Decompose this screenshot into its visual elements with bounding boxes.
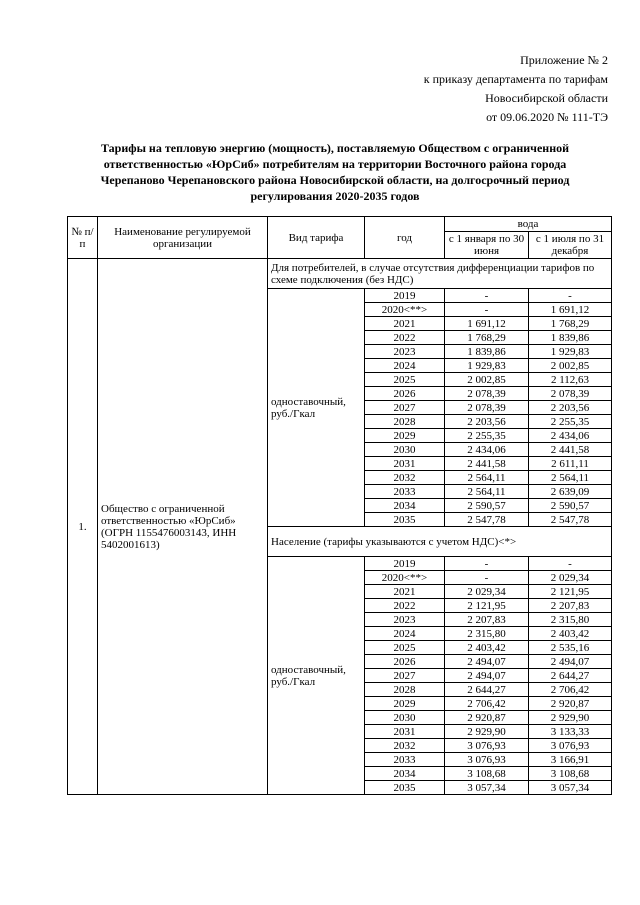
- header-row: [68, 217, 612, 232]
- year-cell: 2022: [365, 331, 445, 345]
- value-first-half: 2 029,34: [445, 585, 529, 599]
- value-second-half: 1 929,83: [529, 345, 612, 359]
- value-second-half: 2 441,58: [529, 443, 612, 457]
- value-first-half: 2 078,39: [445, 387, 529, 401]
- year-cell: 2031: [365, 457, 445, 471]
- year-cell: 2029: [365, 697, 445, 711]
- value-first-half: -: [445, 289, 529, 303]
- year-cell: 2021: [365, 585, 445, 599]
- title-line: Тарифы на тепловую энергию (мощность), поставляемую Обществом с ограниченной: [100, 141, 570, 155]
- value-first-half: 1 839,86: [445, 345, 529, 359]
- value-second-half: 2 112,63: [529, 373, 612, 387]
- appendix-line: Приложение № 2: [520, 53, 608, 67]
- year-cell: 2021: [365, 317, 445, 331]
- header-year: год: [365, 217, 445, 259]
- value-first-half: 2 207,83: [445, 613, 529, 627]
- organization-name: Общество с ограниченной ответственностью «ЮрСиб» (ОГРН 1155476003143, ИНН 5402001613): [98, 259, 268, 795]
- value-first-half: 2 706,42: [445, 697, 529, 711]
- value-first-half: 2 434,06: [445, 443, 529, 457]
- value-second-half: 2 029,34: [529, 571, 612, 585]
- year-cell: 2035: [365, 781, 445, 795]
- value-second-half: 1 768,29: [529, 317, 612, 331]
- value-first-half: 2 403,42: [445, 641, 529, 655]
- value-first-half: 2 441,58: [445, 457, 529, 471]
- year-cell: 2028: [365, 415, 445, 429]
- year-cell: 2032: [365, 471, 445, 485]
- value-second-half: 2 434,06: [529, 429, 612, 443]
- value-second-half: 2 644,27: [529, 669, 612, 683]
- year-cell: 2033: [365, 753, 445, 767]
- value-second-half: 3 108,68: [529, 767, 612, 781]
- value-second-half: 2 207,83: [529, 599, 612, 613]
- appendix-line: от 09.06.2020 № 111-ТЭ: [486, 110, 608, 124]
- year-cell: 2026: [365, 655, 445, 669]
- value-first-half: 2 494,07: [445, 655, 529, 669]
- value-second-half: 3 057,34: [529, 781, 612, 795]
- year-cell: 2031: [365, 725, 445, 739]
- value-first-half: 2 315,80: [445, 627, 529, 641]
- year-cell: 2034: [365, 767, 445, 781]
- value-second-half: 2 564,11: [529, 471, 612, 485]
- tariff-type: одноставочный, руб./Гкал: [268, 557, 365, 795]
- value-first-half: 2 494,07: [445, 669, 529, 683]
- value-first-half: 2 547,78: [445, 513, 529, 527]
- appendix-line: к приказу департамента по тарифам: [423, 72, 608, 86]
- value-second-half: 2 255,35: [529, 415, 612, 429]
- value-first-half: 2 203,56: [445, 415, 529, 429]
- year-cell: 2030: [365, 711, 445, 725]
- value-second-half: 2 078,39: [529, 387, 612, 401]
- value-second-half: 2 315,80: [529, 613, 612, 627]
- header-water: вода: [445, 217, 612, 232]
- year-cell: 2027: [365, 669, 445, 683]
- tariff-type: одноставочный, руб./Гкал: [268, 289, 365, 527]
- year-cell: 2034: [365, 499, 445, 513]
- title-line: ответственностью «ЮрСиб» потребителям на территории Восточного района города: [103, 157, 567, 171]
- value-second-half: 2 920,87: [529, 697, 612, 711]
- value-second-half: 2 535,16: [529, 641, 612, 655]
- value-first-half: 3 108,68: [445, 767, 529, 781]
- value-second-half: 2 403,42: [529, 627, 612, 641]
- header-period-2: с 1 июля по 31 декабря: [529, 232, 612, 259]
- year-cell: 2028: [365, 683, 445, 697]
- year-cell: 2020<**>: [365, 571, 445, 585]
- header-organization: Наименование регулируемой организации: [98, 217, 268, 259]
- value-first-half: -: [445, 571, 529, 585]
- year-cell: 2035: [365, 513, 445, 527]
- value-first-half: 2 002,85: [445, 373, 529, 387]
- year-cell: 2025: [365, 641, 445, 655]
- section-title: Население (тарифы указываются с учетом НДС)<*>: [268, 527, 612, 557]
- year-cell: 2023: [365, 613, 445, 627]
- year-cell: 2019: [365, 289, 445, 303]
- value-first-half: 2 929,90: [445, 725, 529, 739]
- value-second-half: 2 547,78: [529, 513, 612, 527]
- value-first-half: -: [445, 303, 529, 317]
- year-cell: 2025: [365, 373, 445, 387]
- value-first-half: -: [445, 557, 529, 571]
- year-cell: 2022: [365, 599, 445, 613]
- tariff-table: [67, 216, 612, 795]
- value-second-half: 2 706,42: [529, 683, 612, 697]
- value-first-half: 2 078,39: [445, 401, 529, 415]
- value-first-half: 2 255,35: [445, 429, 529, 443]
- header-period-1: с 1 января по 30 июня: [445, 232, 529, 259]
- value-second-half: 2 929,90: [529, 711, 612, 725]
- header-num: № п/п: [68, 217, 98, 259]
- year-cell: 2033: [365, 485, 445, 499]
- appendix-note: [424, 51, 608, 127]
- value-second-half: 3 133,33: [529, 725, 612, 739]
- value-second-half: 3 076,93: [529, 739, 612, 753]
- year-cell: 2026: [365, 387, 445, 401]
- value-first-half: 2 920,87: [445, 711, 529, 725]
- value-second-half: 2 121,95: [529, 585, 612, 599]
- value-second-half: 2 002,85: [529, 359, 612, 373]
- value-second-half: -: [529, 557, 612, 571]
- value-first-half: 1 768,29: [445, 331, 529, 345]
- year-cell: 2030: [365, 443, 445, 457]
- value-first-half: 3 057,34: [445, 781, 529, 795]
- year-cell: 2020<**>: [365, 303, 445, 317]
- value-second-half: 2 611,11: [529, 457, 612, 471]
- appendix-line: Новосибирской области: [485, 91, 608, 105]
- title-line: регулирования 2020-2035 годов: [250, 189, 420, 203]
- value-second-half: 2 639,09: [529, 485, 612, 499]
- value-first-half: 2 644,27: [445, 683, 529, 697]
- row-number: 1.: [68, 259, 98, 795]
- header-tariff-type: Вид тарифа: [268, 217, 365, 259]
- value-first-half: 3 076,93: [445, 739, 529, 753]
- year-cell: 2032: [365, 739, 445, 753]
- value-second-half: 3 166,91: [529, 753, 612, 767]
- year-cell: 2027: [365, 401, 445, 415]
- value-first-half: 2 121,95: [445, 599, 529, 613]
- value-first-half: 1 929,83: [445, 359, 529, 373]
- value-second-half: 2 494,07: [529, 655, 612, 669]
- section-row: [68, 259, 612, 289]
- value-second-half: 1 839,86: [529, 331, 612, 345]
- value-first-half: 3 076,93: [445, 753, 529, 767]
- value-first-half: 2 564,11: [445, 485, 529, 499]
- year-cell: 2029: [365, 429, 445, 443]
- value-first-half: 2 590,57: [445, 499, 529, 513]
- value-second-half: -: [529, 289, 612, 303]
- year-cell: 2023: [365, 345, 445, 359]
- value-first-half: 1 691,12: [445, 317, 529, 331]
- document-title: [40, 140, 630, 204]
- year-cell: 2024: [365, 627, 445, 641]
- value-second-half: 1 691,12: [529, 303, 612, 317]
- value-first-half: 2 564,11: [445, 471, 529, 485]
- year-cell: 2019: [365, 557, 445, 571]
- value-second-half: 2 590,57: [529, 499, 612, 513]
- year-cell: 2024: [365, 359, 445, 373]
- value-second-half: 2 203,56: [529, 401, 612, 415]
- title-line: Черепаново Черепановского района Новосибирской области, на долгосрочный период: [100, 173, 570, 187]
- section-title: Для потребителей, в случае отсутствия дифференциации тарифов по схеме подключения (без НДС): [268, 259, 612, 289]
